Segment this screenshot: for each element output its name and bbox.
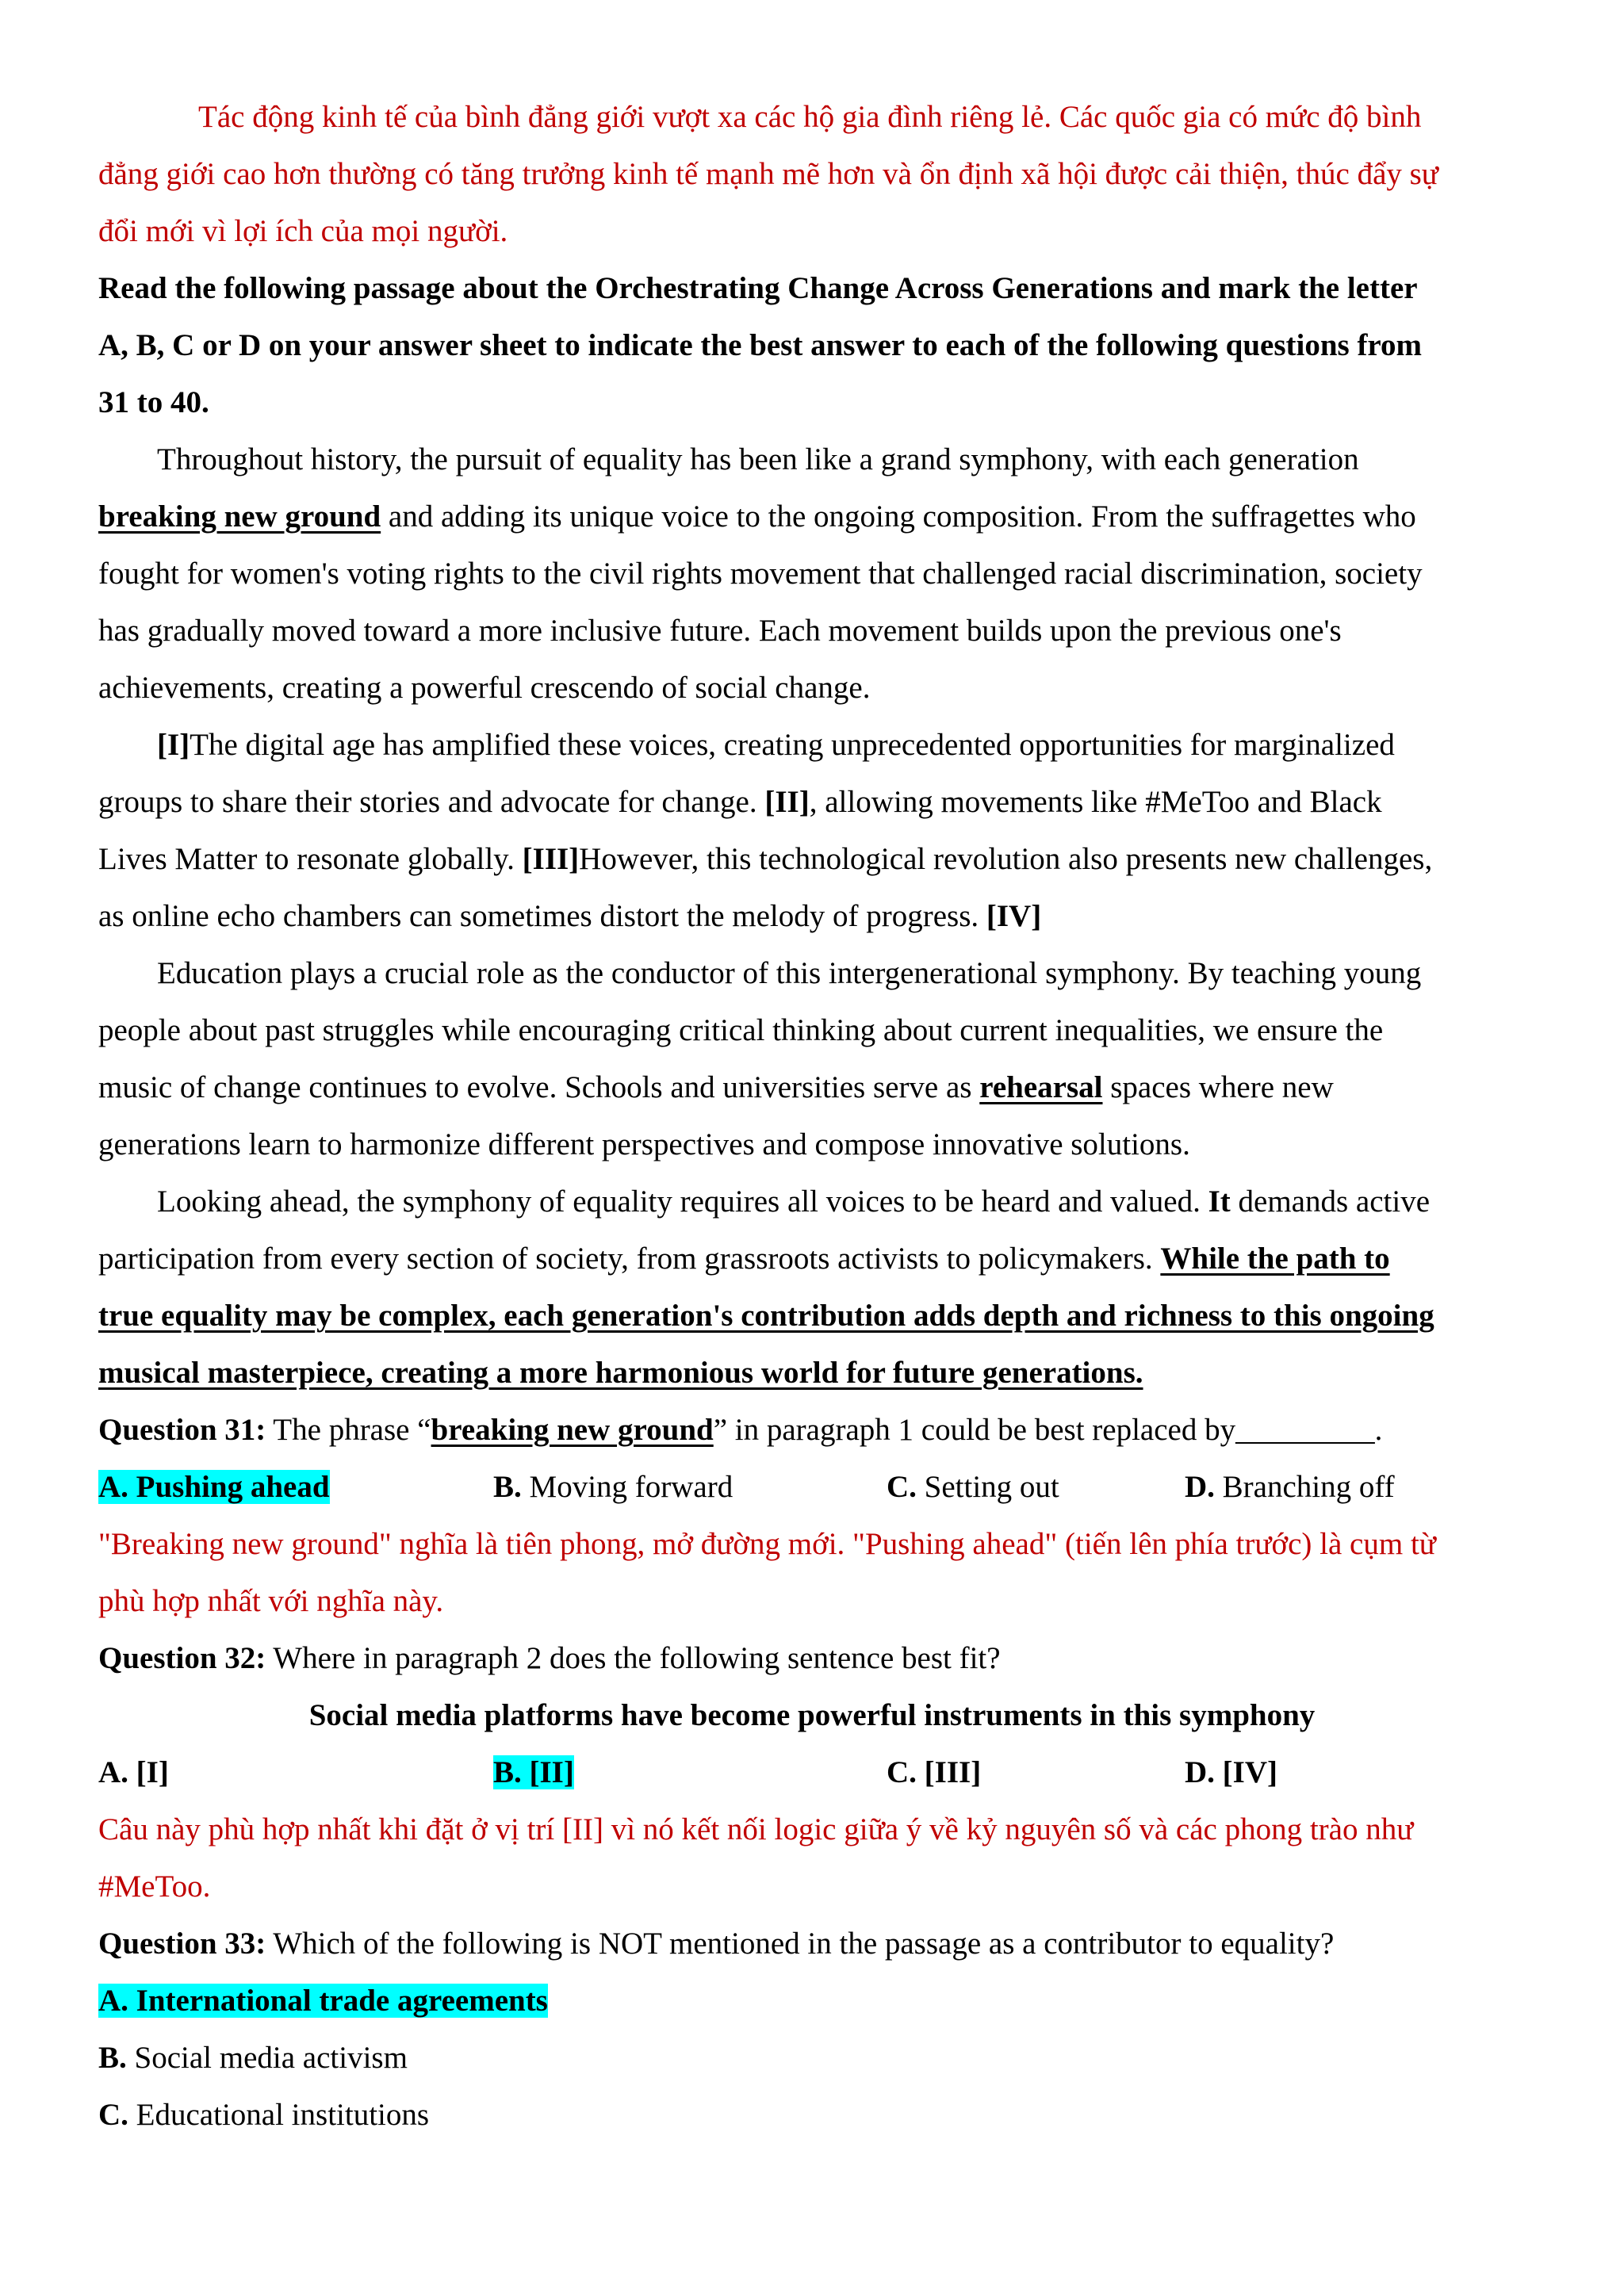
q33-option-b[interactable] [98,2034,408,2082]
q32-option-b-text: [II] [521,1755,574,1789]
question-32 [98,1635,1001,1682]
question-32-label: Question 32: [98,1641,266,1675]
p4-line-1 [157,1178,1430,1226]
p3-line-3 [98,1064,1334,1112]
q31-option-b-letter: B. [493,1470,522,1504]
q33-option-c-letter: C. [98,2098,128,2132]
q31-option-d-letter: D. [1185,1470,1215,1504]
p1-line-4: has gradually moved toward a more inclusive future. Each movement builds upon the previous one's [98,614,1342,648]
p2-line-2-text: groups to share their stories and advocate for change. [98,785,765,819]
q31-explanation-line-2: phù hợp nhất với nghĩa này. [98,1584,444,1618]
p1-line-3: fought for women's voting rights to the civil rights movement that challenged racial discrimination, society [98,557,1423,591]
q33-option-c-text: Educational institutions [128,2098,430,2132]
marker-II: [II] [764,785,810,819]
instruction-line-3: 31 to 40. [98,385,209,419]
q31-option-c-text: Setting out [916,1470,1059,1504]
p2-line-3-rest: However, this technological revolution also presents new challenges, [579,842,1433,876]
q32-explanation-line-1: Câu này phù hợp nhất khi đặt ở vị trí [II] vì nó kết nối logic giữa ý về kỷ nguyên số và các phong trào như [98,1812,1414,1846]
p3-line-4: generations learn to harmonize different perspectives and compose innovative solutions. [98,1127,1190,1161]
q31-option-d[interactable] [1185,1464,1395,1511]
question-33 [98,1920,1334,1968]
p2-line-4 [98,893,1041,940]
q31-option-b[interactable] [493,1464,733,1511]
intro-line-2: đẳng giới cao hơn thường có tăng trưởng kinh tế mạnh mẽ hơn và ổn định xã hội được cải thiện, thúc đẩy sự [98,157,1438,191]
underlined-sentence-start: While the path to [1160,1242,1390,1276]
q33-option-b-letter: B. [98,2041,127,2075]
q31-option-b-text: Moving forward [521,1470,733,1504]
question-33-label: Question 33: [98,1927,266,1961]
question-31-phrase: breaking new ground [431,1413,714,1447]
p3-line-2: people about past struggles while encouraging critical thinking about current inequalities, we ensure the [98,1013,1384,1047]
instruction-line-2: A, B, C or D on your answer sheet to indicate the best answer to each of the following questions from [98,328,1423,362]
q32-insert-sentence: Social media platforms have become powerful instruments in this symphony [308,1698,1316,1732]
question-32-text: Where in paragraph 2 does the following sentence best fit? [266,1641,1001,1675]
underlined-sentence-line-2: true equality may be complex, each generation's contribution adds depth and richness to this ongoing [98,1299,1434,1333]
p4-line-1-text: Looking ahead, the symphony of equality requires all voices to be heard and valued. [157,1184,1208,1219]
q32-option-d-text: [IV] [1214,1755,1277,1789]
p2-line-4-text: as online echo chambers can sometimes distort the melody of progress. [98,899,986,933]
question-31-label: Question 31: [98,1413,266,1447]
underlined-phrase-breaking-new-ground: breaking new ground [98,499,381,534]
p4-line-2-text: participation from every section of society, from grassroots activists to policymakers. [98,1242,1161,1276]
intro-line-3: đổi mới vì lợi ích của mọi người. [98,214,508,248]
q31-option-c-letter: C. [887,1470,917,1504]
q32-explanation-line-2: #MeToo. [98,1869,211,1904]
p2-line-1 [157,721,1395,769]
q31-option-a[interactable] [98,1464,330,1511]
question-33-text: Which of the following is NOT mentioned in the passage as a contributor to equality? [266,1927,1335,1961]
p1-line-2-rest: and adding its unique voice to the ongoing composition. From the suffragettes who [381,499,1416,534]
marker-I: [I] [157,728,190,762]
q33-option-a-letter: A. [98,1984,128,2018]
marker-IV: [IV] [986,899,1042,933]
underlined-sentence-line-3: musical masterpiece, creating a more harmonious world for future generations. [98,1356,1143,1390]
p3-line-1: Education plays a crucial role as the conductor of this intergenerational symphony. By teaching young [157,956,1422,990]
q32-option-a[interactable] [98,1749,169,1797]
p2-line-3-text: Lives Matter to resonate globally. [98,842,523,876]
p3-line-3-text: music of change continues to evolve. Schools and universities serve as [98,1070,980,1104]
p2-line-3 [98,836,1432,883]
q33-option-b-text: Social media activism [126,2041,408,2075]
p3-line-3-rest: spaces where new [1102,1070,1334,1104]
q32-option-c[interactable] [887,1749,981,1797]
p2-line-1-text: The digital age has amplified these voices, creating unprecedented opportunities for marginalized [190,728,1395,762]
q32-option-d[interactable] [1185,1749,1277,1797]
q31-option-c[interactable] [887,1464,1059,1511]
q32-option-d-letter: D. [1185,1755,1215,1789]
q31-option-d-text: Branching off [1214,1470,1395,1504]
q32-option-b-letter: B. [493,1755,522,1789]
question-31-text-b: ” in paragraph 1 could be best replaced by_________. [713,1413,1383,1447]
q32-option-b[interactable] [493,1749,574,1797]
q31-explanation-line-1: "Breaking new ground" nghĩa là tiên phong, mở đường mới. "Pushing ahead" (tiến lên phía trước) là cụm từ [98,1527,1436,1561]
q32-option-c-text: [III] [916,1755,982,1789]
question-31 [98,1406,1382,1454]
p1-line-5: achievements, creating a powerful crescendo of social change. [98,671,871,705]
q32-option-a-text: [I] [128,1755,169,1789]
q33-option-a-highlight [98,1984,548,2018]
intro-line-1: Tác động kinh tế của bình đẳng giới vượt xa các hộ gia đình riêng lẻ. Các quốc gia có mức độ bình [198,100,1422,134]
bold-word-it: It [1208,1184,1231,1219]
p2-line-2-rest: , allowing movements like #MeToo and Black [809,785,1382,819]
q32-option-a-letter: A. [98,1755,128,1789]
q31-option-a-letter: A. [98,1470,128,1504]
p1-line-1: Throughout history, the pursuit of equality has been like a grand symphony, with each generation [157,442,1359,476]
q33-option-a[interactable] [98,1977,548,2025]
p4-line-2 [98,1235,1390,1283]
marker-III: [III] [522,842,580,876]
p4-line-1-rest: demands active [1230,1184,1431,1219]
q33-option-c[interactable] [98,2091,429,2139]
q31-option-a-text: Pushing ahead [128,1470,330,1504]
q31-option-a-highlight [98,1470,330,1504]
p2-line-2 [98,779,1382,826]
p1-line-2 [98,493,1416,541]
q32-option-c-letter: C. [887,1755,917,1789]
underlined-word-rehearsal: rehearsal [979,1070,1103,1104]
question-31-text-a: The phrase “ [266,1413,431,1447]
q32-option-b-highlight [493,1755,574,1789]
instruction-line-1: Read the following passage about the Orchestrating Change Across Generations and mark the letter [98,271,1418,305]
q33-option-a-text: International trade agreements [128,1984,548,2018]
